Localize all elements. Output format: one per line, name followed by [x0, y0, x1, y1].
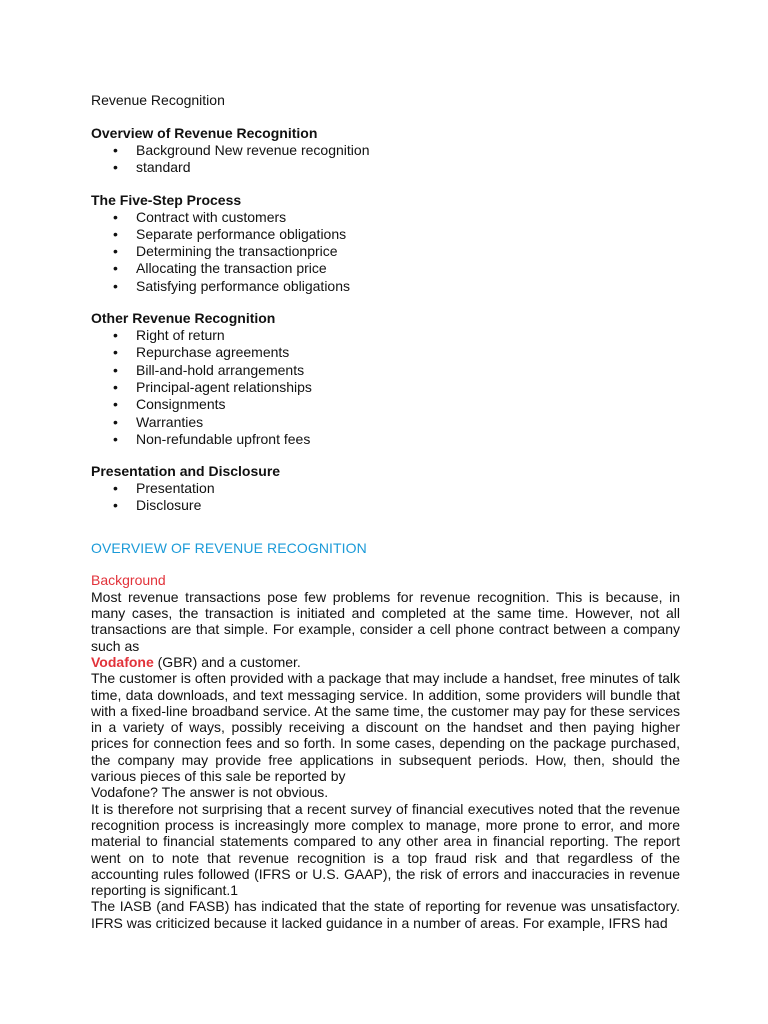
list-item-text: Right of return — [136, 327, 225, 344]
list-item-text: Contract with customers — [136, 208, 287, 225]
section-heading: Other Revenue Recognition — [91, 310, 276, 327]
section-heading: Presentation and Disclosure — [91, 463, 281, 480]
paragraph-2: The customer is often provided with a package that may include a handset, free minutes of talk time, data downloads, and text messaging service. In addition, some providers will bundle that with a fixed-line broadband service. At the same time, the customer may pay for these services in a variety of ways, possibly receiving a discount on the handset and then paying higher prices for connection fees and so forth. In some cases, depending on the package purchased, the company may provide free applications in subsequent periods. How, then, should the various pieces of this sale be reported by — [91, 670, 680, 785]
brand-name: Vodafone — [91, 653, 154, 670]
list-item — [91, 327, 680, 344]
paragraph-1-tail — [91, 654, 680, 670]
list-item — [91, 209, 680, 226]
bullet-icon: • — [113, 396, 118, 413]
outline-section — [91, 125, 680, 177]
list-item — [91, 497, 680, 514]
paragraph-3: Vodafone? The answer is not obvious. — [91, 784, 329, 801]
paragraph-1 — [91, 589, 680, 670]
list-item — [91, 344, 680, 361]
section-heading: Overview of Revenue Recognition — [91, 125, 318, 141]
list-item-text: Repurchase agreements — [136, 344, 290, 361]
paragraph-4: It is therefore not surprising that a recent survey of financial executives noted that the revenue recognition process is increasingly more complex to manage, more prone to error, and more material to financial statements compared to any other area in financial reporting. The report went on to note that revenue recognition is a top fraud risk and that regardless of the accounting rules followed (IFRS or U.S. GAAP), the risk of errors and inaccuracies in revenue reporting is significant.1 — [91, 800, 680, 899]
bullet-icon: • — [113, 327, 118, 344]
overview-heading: OVERVIEW OF REVENUE RECOGNITION — [91, 539, 367, 556]
list-item-text: Bill-and-hold arrangements — [136, 361, 305, 378]
list-item-text: Non-refundable upfront fees — [136, 430, 311, 447]
list-item-text: standard — [136, 159, 191, 176]
bullet-icon: • — [113, 260, 118, 277]
list-item — [91, 260, 680, 277]
bullet-icon: • — [113, 142, 118, 158]
list-item — [91, 226, 680, 243]
list-item-text: Background New revenue recognition — [136, 142, 370, 158]
bullet-icon: • — [113, 413, 118, 430]
outline-sections — [91, 125, 680, 515]
bullet-list — [91, 327, 680, 448]
bullet-icon: • — [113, 497, 118, 514]
bullet-icon: • — [113, 243, 118, 260]
background-heading: Background — [91, 571, 166, 588]
bullet-icon: • — [113, 344, 118, 361]
paragraph-5: The IASB (and FASB) has indicated that the state of reporting for revenue was unsatisfactory. IFRS was criticized because it lacked guidance in a number of areas. For example, IFRS had — [91, 898, 680, 931]
outline-section — [91, 192, 680, 295]
list-item — [91, 159, 680, 176]
bullet-icon: • — [113, 480, 118, 497]
bullet-icon: • — [113, 208, 118, 225]
section-heading: The Five-Step Process — [91, 191, 242, 208]
list-item — [91, 480, 680, 497]
list-item-text: Determining the transactionprice — [136, 243, 338, 260]
bullet-list — [91, 142, 680, 177]
document-title: Revenue Recognition — [91, 92, 225, 108]
list-item — [91, 243, 680, 260]
bullet-list — [91, 209, 680, 295]
list-item — [91, 414, 680, 431]
paragraph-1-text: Most revenue transactions pose few problems for revenue recognition. This is because, in many cases, the transaction is initiated and completed at the same time. However, not all transactions are that simple. For example, consider a cell phone contract between a company such as — [91, 588, 680, 654]
paragraph-1-after-brand: (GBR) and a customer. — [153, 653, 301, 670]
list-item-text: Warranties — [136, 413, 204, 430]
bullet-icon: • — [113, 159, 118, 176]
bullet-icon: • — [113, 361, 118, 378]
list-item — [91, 396, 680, 413]
list-item-text: Separate performance obligations — [136, 225, 347, 242]
list-item-text: Principal-agent relationships — [136, 378, 312, 395]
bullet-list — [91, 480, 680, 515]
bullet-icon: • — [113, 277, 118, 294]
outline-section — [91, 463, 680, 515]
bullet-icon: • — [113, 378, 118, 395]
list-item-text: Satisfying performance obligations — [136, 277, 351, 294]
list-item-text: Disclosure — [136, 497, 202, 514]
list-item — [91, 142, 680, 159]
list-item — [91, 362, 680, 379]
bullet-icon: • — [113, 430, 118, 447]
list-item — [91, 431, 680, 448]
list-item-text: Presentation — [136, 480, 215, 497]
bullet-icon: • — [113, 225, 118, 242]
outline-section — [91, 310, 680, 448]
list-item — [91, 379, 680, 396]
list-item-text: Consignments — [136, 396, 226, 413]
list-item-text: Allocating the transaction price — [136, 260, 327, 277]
list-item — [91, 278, 680, 295]
